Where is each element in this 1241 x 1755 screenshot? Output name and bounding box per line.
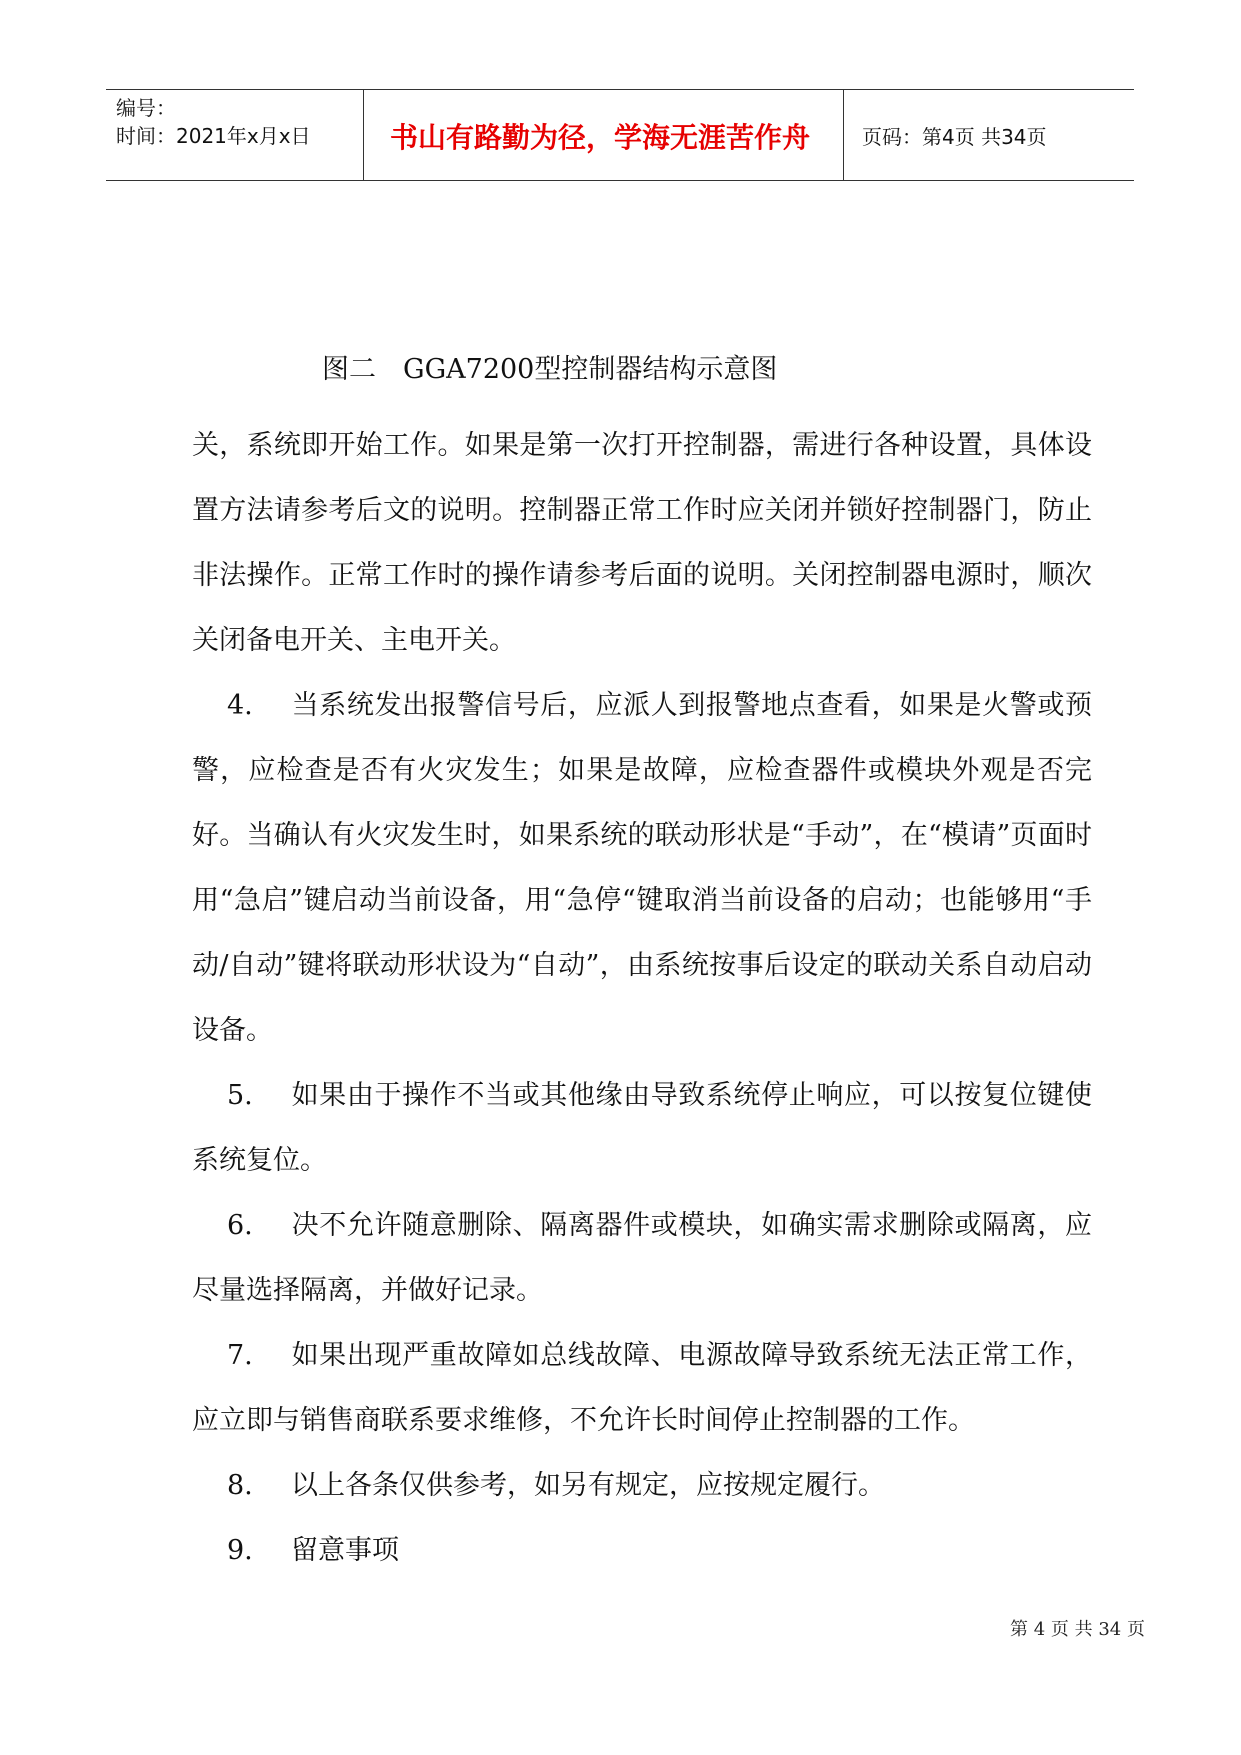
item-number: 6.: [227, 1210, 253, 1241]
figure-caption: 图二 GGA7200型控制器结构示意图: [322, 354, 778, 385]
list-item: [192, 1323, 1092, 1453]
paragraph-text: 关，系统即开始工作。如果是第一次打开控制器，需进行各种设置，具体设置方法请参考后文的说明。控制器正常工作时应关闭并锁好控制器门，防止非法操作。正常工作时的操作请参考后面的说明。关闭控制器电源时，顺次关闭备电开关、主电开关。: [192, 430, 1092, 656]
header-motto: 书山有路勤为径，学海无涯苦作舟: [389, 121, 810, 154]
item-number: 9.: [227, 1535, 253, 1566]
item-text: 如果出现严重故障如总线故障、电源故障导致系统无法正常工作，应立即与销售商联系要求维修，不允许长时间停止控制器的工作。: [192, 1340, 1092, 1436]
header-divider-right: [843, 90, 844, 180]
item-number: 4.: [227, 690, 253, 721]
document-number-label: 编号：: [116, 96, 176, 120]
paragraph: [192, 413, 1092, 673]
header-page-label: 页码：第4页 共34页: [862, 125, 1047, 149]
item-text: 如果由于操作不当或其他缘由导致系统停止响应，可以按复位键使系统复位。: [192, 1080, 1092, 1176]
list-item: [192, 1063, 1092, 1193]
list-item: [192, 1193, 1092, 1323]
list-item: [192, 1518, 1092, 1583]
item-number: 7.: [227, 1340, 253, 1371]
item-text: 当系统发出报警信号后，应派人到报警地点查看，如果是火警或预警，应检查是否有火灾发生；如果是故障，应检查器件或模块外观是否完好。当确认有火灾发生时，如果系统的联动形状是“手动”，在“模请”页面时用“急启”键启动当前设备，用“急停“键取消当前设备的启动；也能够用“手动/自动”键将联动形状设为“自动”，由系统按事后设定的联动关系自动启动设备。: [192, 690, 1092, 1046]
item-text: 决不允许随意删除、隔离器件或模块，如确实需求删除或隔离，应尽量选择隔离，并做好记录。: [192, 1210, 1092, 1306]
item-text: 以上各条仅供参考，如另有规定，应按规定履行。: [291, 1470, 885, 1501]
page-header: [106, 89, 1134, 181]
page-footer: 第 4 页 共 34 页: [1010, 1619, 1145, 1640]
item-number: 5.: [227, 1080, 253, 1111]
item-text: 留意事项: [291, 1535, 399, 1566]
document-time-label: 时间：2021年x月x日: [116, 124, 311, 148]
item-number: 8.: [227, 1470, 253, 1501]
body-text: [192, 413, 1092, 1583]
list-item: [192, 1453, 1092, 1518]
list-item: [192, 673, 1092, 1063]
header-meta: [116, 94, 311, 150]
